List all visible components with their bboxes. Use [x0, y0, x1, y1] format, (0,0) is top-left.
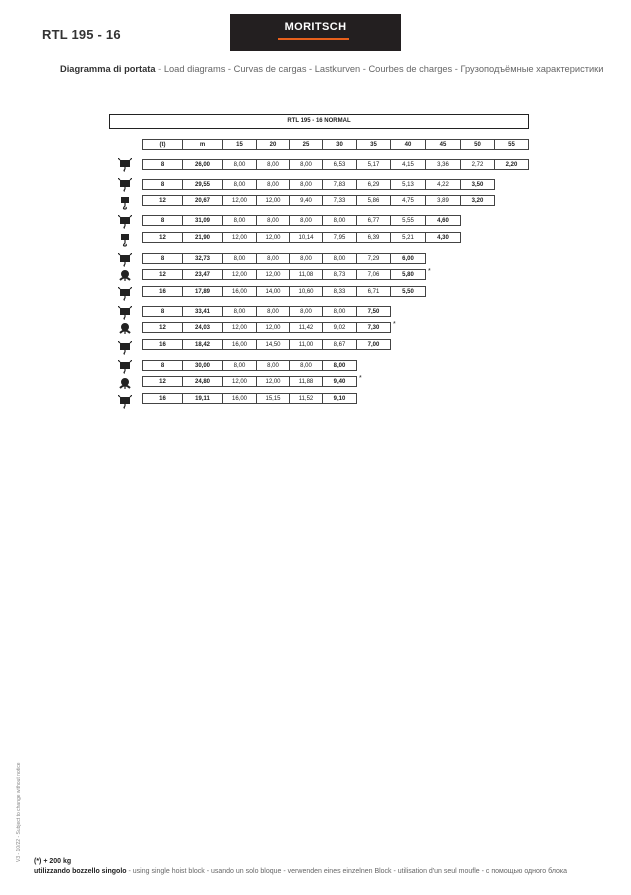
hook-block-icon — [118, 269, 132, 283]
table-cell-load: 12,00 — [256, 376, 290, 387]
star-note-marker: * — [428, 268, 431, 275]
table-cell-load: 4,75 — [390, 195, 426, 206]
table-cell-capacity: 8 — [142, 306, 183, 317]
hook-block-icon — [118, 341, 132, 355]
table-cell-load: 2,20 — [494, 159, 529, 170]
table-cell-capacity: 12 — [142, 269, 183, 280]
subtitle: Diagramma di portata - Load diagrams - Curvas de cargas - Lastkurven - Courbes de charges - Грузоподъёмные характеристики — [60, 64, 604, 74]
table-cell-load: 8,00 — [322, 360, 357, 371]
table-cell-load: 3,36 — [425, 159, 461, 170]
table-cell-boom-length: 26,00 — [182, 159, 223, 170]
table-cell-load: 8,00 — [322, 215, 357, 226]
table-cell-load: 12,00 — [256, 269, 290, 280]
table-cell-boom-length: 32,73 — [182, 253, 223, 264]
logo-accent-bar — [278, 38, 349, 40]
subtitle-translations: Load diagrams - Curvas de cargas - Lastkurven - Courbes de charges - Грузоподъёмные характеристики — [163, 64, 604, 74]
table-cell-load: 3,20 — [460, 195, 495, 206]
table-cell-load: 6,71 — [356, 286, 391, 297]
table-cell-capacity: 12 — [142, 322, 183, 333]
table-cell-boom-length: 23,47 — [182, 269, 223, 280]
table-cell-boom-length: 29,55 — [182, 179, 223, 190]
table-cell-load: 8,00 — [289, 360, 323, 371]
table-cell-capacity: 8 — [142, 215, 183, 226]
table-cell-load: 12,00 — [256, 232, 290, 243]
table-cell-load: 8,00 — [222, 159, 257, 170]
column-header: m — [182, 139, 223, 150]
column-header: 50 — [460, 139, 495, 150]
table-cell-load: 11,08 — [289, 269, 323, 280]
document-title: RTL 195 - 16 — [42, 27, 121, 42]
hook-block-icon — [118, 196, 132, 210]
table-cell-load: 5,80 — [390, 269, 426, 280]
table-cell-load: 4,30 — [425, 232, 461, 243]
table-cell-capacity: 8 — [142, 159, 183, 170]
star-note-marker: * — [359, 375, 362, 382]
table-cell-load: 12,00 — [222, 376, 257, 387]
column-header: 30 — [322, 139, 357, 150]
table-cell-load: 6,00 — [390, 253, 426, 264]
table-cell-load: 8,00 — [289, 159, 323, 170]
table-cell-load: 8,00 — [256, 253, 290, 264]
table-cell-load: 10,60 — [289, 286, 323, 297]
table-cell-capacity: 12 — [142, 195, 183, 206]
table-cell-load: 7,30 — [356, 322, 391, 333]
footnote-single-block-main: utilizzando bozzello singolo — [34, 868, 127, 875]
table-cell-load: 10,14 — [289, 232, 323, 243]
table-cell-load: 11,52 — [289, 393, 323, 404]
star-note-marker: * — [393, 321, 396, 328]
hook-block-icon — [118, 215, 132, 229]
table-cell-load: 8,00 — [256, 179, 290, 190]
table-cell-load: 4,22 — [425, 179, 461, 190]
table-cell-capacity: 12 — [142, 232, 183, 243]
table-cell-capacity: 8 — [142, 179, 183, 190]
hook-block-icon — [118, 306, 132, 320]
table-cell-load: 8,00 — [256, 159, 290, 170]
table-cell-load: 7,33 — [322, 195, 357, 206]
version-note — [14, 757, 24, 862]
table-cell-boom-length: 24,80 — [182, 376, 223, 387]
table-cell-load: 11,42 — [289, 322, 323, 333]
table-cell-load: 8,00 — [289, 215, 323, 226]
table-cell-load: 5,86 — [356, 195, 391, 206]
table-cell-load: 8,00 — [256, 215, 290, 226]
table-cell-boom-length: 31,09 — [182, 215, 223, 226]
table-cell-capacity: 16 — [142, 286, 183, 297]
table-cell-load: 3,50 — [460, 179, 495, 190]
table-cell-capacity: 16 — [142, 339, 183, 350]
table-cell-load: 8,67 — [322, 339, 357, 350]
table-cell-boom-length: 18,42 — [182, 339, 223, 350]
footnote-single-block — [34, 868, 567, 875]
table-cell-load: 8,00 — [222, 179, 257, 190]
hook-block-icon — [118, 377, 132, 391]
table-cell-boom-length: 19,11 — [182, 393, 223, 404]
table-cell-boom-length: 24,03 — [182, 322, 223, 333]
column-header: (t) — [142, 139, 183, 150]
table-cell-load: 12,00 — [256, 322, 290, 333]
column-header: 15 — [222, 139, 257, 150]
table-cell-load: 8,00 — [222, 306, 257, 317]
table-cell-load: 8,73 — [322, 269, 357, 280]
table-cell-load: 8,00 — [289, 253, 323, 264]
table-cell-load: 5,13 — [390, 179, 426, 190]
hook-block-icon — [118, 395, 132, 409]
table-cell-boom-length: 21,90 — [182, 232, 223, 243]
column-header: 20 — [256, 139, 290, 150]
hook-block-icon — [118, 287, 132, 301]
table-cell-load: 8,33 — [322, 286, 357, 297]
table-cell-load: 8,00 — [289, 306, 323, 317]
footnote-star: (*) + 200 kg — [34, 858, 72, 865]
hook-block-icon — [118, 158, 132, 172]
table-cell-capacity: 8 — [142, 360, 183, 371]
table-cell-boom-length: 33,41 — [182, 306, 223, 317]
column-header: 55 — [494, 139, 529, 150]
table-cell-load: 7,29 — [356, 253, 391, 264]
table-cell-capacity: 12 — [142, 376, 183, 387]
table-cell-boom-length: 30,00 — [182, 360, 223, 371]
table-cell-load: 7,06 — [356, 269, 391, 280]
table-cell-load: 11,88 — [289, 376, 323, 387]
hook-block-icon — [118, 233, 132, 247]
column-header: 35 — [356, 139, 391, 150]
version-note-text: V3 - 10/22 - Subject to change without notice — [16, 762, 22, 862]
table-cell-capacity: 8 — [142, 253, 183, 264]
hook-block-icon — [118, 253, 132, 267]
table-cell-load: 6,53 — [322, 159, 357, 170]
table-cell-load: 8,00 — [256, 360, 290, 371]
table-cell-load: 8,00 — [322, 306, 357, 317]
table-cell-load: 8,00 — [322, 253, 357, 264]
column-header: 40 — [390, 139, 426, 150]
table-cell-load: 14,00 — [256, 286, 290, 297]
table-cell-load: 5,50 — [390, 286, 426, 297]
table-cell-load: 3,89 — [425, 195, 461, 206]
table-cell-load: 12,00 — [256, 195, 290, 206]
table-cell-load: 8,00 — [289, 179, 323, 190]
column-header: 25 — [289, 139, 323, 150]
table-cell-load: 4,60 — [425, 215, 461, 226]
table-cell-load: 16,00 — [222, 393, 257, 404]
table-cell-load: 5,17 — [356, 159, 391, 170]
table-cell-load: 12,00 — [222, 195, 257, 206]
table-cell-load: 6,77 — [356, 215, 391, 226]
subtitle-main: Diagramma di portata — [60, 64, 156, 74]
table-cell-load: 8,00 — [256, 306, 290, 317]
table-cell-load: 8,00 — [222, 360, 257, 371]
table-cell-load: 16,00 — [222, 286, 257, 297]
table-cell-load: 7,50 — [356, 306, 391, 317]
table-cell-load: 7,95 — [322, 232, 357, 243]
table-cell-load: 12,00 — [222, 269, 257, 280]
table-cell-capacity: 16 — [142, 393, 183, 404]
table-cell-load: 12,00 — [222, 232, 257, 243]
table-cell-load: 9,10 — [322, 393, 357, 404]
table-cell-load: 6,39 — [356, 232, 391, 243]
table-cell-load: 15,15 — [256, 393, 290, 404]
logo-text: MORITSCH — [284, 21, 347, 33]
table-cell-load: 5,21 — [390, 232, 426, 243]
table-cell-boom-length: 20,67 — [182, 195, 223, 206]
table-cell-load: 9,02 — [322, 322, 357, 333]
table-cell-load: 9,40 — [289, 195, 323, 206]
table-cell-load: 5,55 — [390, 215, 426, 226]
moritsch-logo — [230, 14, 401, 51]
table-cell-load: 8,00 — [222, 253, 257, 264]
table-cell-load: 14,50 — [256, 339, 290, 350]
table-cell-load: 4,15 — [390, 159, 426, 170]
table-cell-load: 2,72 — [460, 159, 495, 170]
table-cell-load: 7,83 — [322, 179, 357, 190]
table-cell-load: 11,00 — [289, 339, 323, 350]
table-cell-load: 16,00 — [222, 339, 257, 350]
table-cell-load: 9,40 — [322, 376, 357, 387]
footnote-single-block-translations: - using single hoist block - usando un solo bloque - verwenden eines einzelnen Block - utilisation d'un seul moufle - с помощью одного блока — [126, 868, 567, 875]
table-cell-load: 7,00 — [356, 339, 391, 350]
table-cell-boom-length: 17,89 — [182, 286, 223, 297]
hook-block-icon — [118, 178, 132, 192]
table-cell-load: 12,00 — [222, 322, 257, 333]
hook-block-icon — [118, 322, 132, 336]
table-cell-load: 6,29 — [356, 179, 391, 190]
hook-block-icon — [118, 360, 132, 374]
column-header: 45 — [425, 139, 461, 150]
table-title: RTL 195 - 16 NORMAL — [109, 114, 529, 129]
table-cell-load: 8,00 — [222, 215, 257, 226]
